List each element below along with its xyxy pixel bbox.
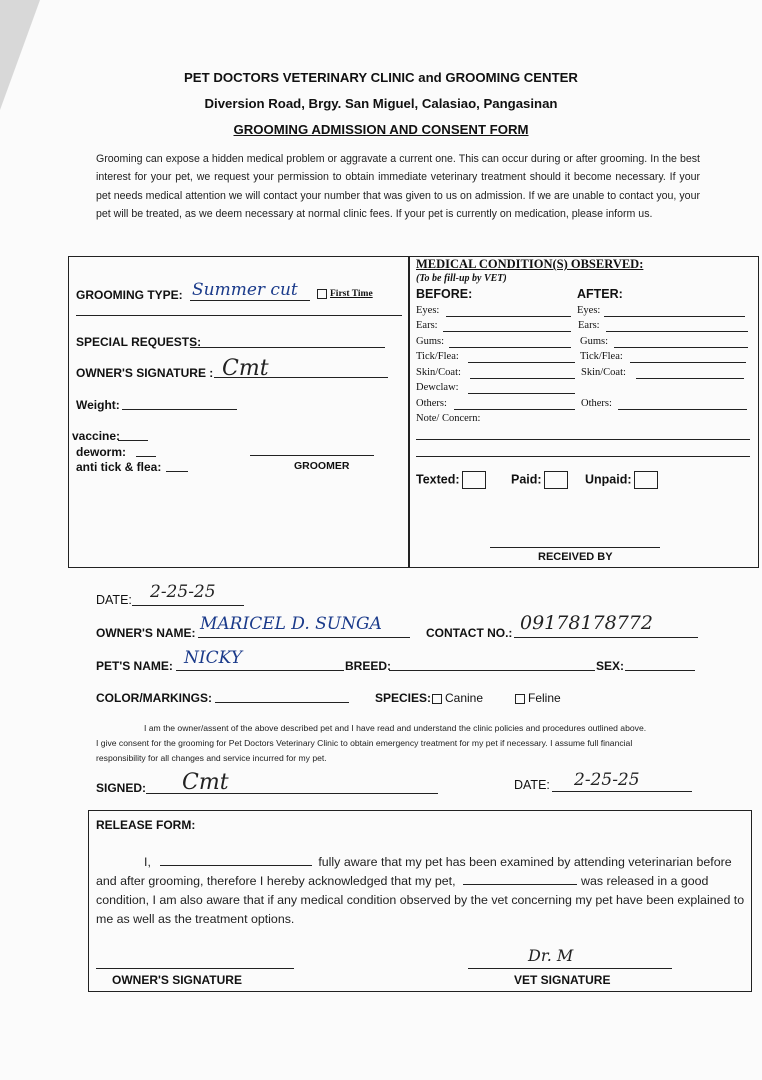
release-name-field[interactable] (160, 853, 312, 866)
before-ears-field[interactable] (443, 331, 571, 332)
owner-name-line (198, 637, 410, 638)
before-skin-label: Skin/Coat: (416, 367, 461, 378)
after-ears-label: Ears: (578, 320, 600, 331)
before-others-field[interactable] (454, 409, 575, 410)
note-line-1[interactable] (416, 439, 750, 440)
medical-panel (408, 256, 759, 568)
grooming-panel (68, 256, 410, 568)
after-eyes-label: Eyes: (577, 305, 601, 316)
note-line-2[interactable] (416, 456, 750, 457)
after-skin-field[interactable] (636, 378, 744, 379)
date2-label: DATE: (514, 778, 550, 792)
after-gums-label: Gums: (580, 336, 609, 347)
before-gums-field[interactable] (449, 347, 571, 348)
after-gums-field[interactable] (614, 347, 748, 348)
before-tick-field[interactable] (468, 362, 575, 363)
intro-paragraph: Grooming can expose a hidden medical problem or aggravate a current one. This can occur during or after grooming. In the best interest for your pet, we request your permission to obtain immediate veterinary treatment should it become necessary. If your pet needs medical attention we will contact your number that was given to us on admission. If we are unable to contact you, your pet will be treated, as we deem necessary at normal clinic fees. If your pet is currently on medication, please inform us. (96, 153, 700, 221)
vet-signature-value[interactable]: Dr. M (528, 946, 574, 965)
canine-label: Canine (445, 691, 484, 705)
after-others-field[interactable] (618, 409, 747, 410)
before-tick-label: Tick/Flea: (416, 351, 459, 362)
color-label: COLOR/MARKINGS: (96, 691, 212, 705)
contact-value[interactable]: 09178178772 (520, 612, 653, 634)
page-fold-corner (0, 0, 40, 110)
anti-tick-field[interactable] (166, 471, 188, 472)
owner-signature-value[interactable]: Cmt (222, 356, 269, 381)
sex-field[interactable] (625, 670, 695, 671)
consent-line-2: I give consent for the grooming for Pet Doctors Veterinary Clinic to obtain emergency treatment for my pet if necessary. I assume full financial (96, 738, 633, 748)
unpaid-box[interactable] (634, 471, 658, 489)
after-ears-field[interactable] (606, 331, 748, 332)
release-pet-field[interactable] (463, 872, 577, 885)
grooming-extra-line (76, 315, 402, 316)
signed-line (146, 793, 438, 794)
vet-signature-label: VET SIGNATURE (514, 973, 611, 987)
before-eyes-label: Eyes: (416, 305, 440, 316)
release-owner-signature-label: OWNER'S SIGNATURE (112, 973, 242, 987)
date-label: DATE: (96, 593, 132, 607)
weight-field[interactable] (122, 409, 237, 410)
after-label: AFTER: (577, 287, 623, 301)
anti-tick-label: anti tick & flea: (76, 460, 162, 474)
weight-label: Weight: (76, 398, 120, 412)
release-text-2: was released in a good condition, I am also aware that if any medical condition observed by the vet concerning my pet have been explained to me as well as the treatment options. (96, 874, 745, 926)
texted-label: Texted: (416, 472, 460, 487)
paid-box[interactable] (544, 471, 568, 489)
paid-checkbox[interactable] (511, 471, 568, 489)
date2-line (552, 791, 692, 792)
first-time-label: First Time (330, 289, 373, 300)
consent-line-3: responsibility for all changes and service incurred for my pet. (96, 753, 327, 763)
release-owner-signature-line[interactable] (96, 968, 294, 969)
owner-name-value[interactable]: MARICEL D. SUNGA (200, 614, 382, 634)
after-tick-field[interactable] (630, 362, 746, 363)
vaccine-field[interactable] (118, 440, 148, 441)
after-eyes-field[interactable] (604, 316, 745, 317)
clinic-address: Diversion Road, Brgy. San Miguel, Calasiao, Pangasinan (204, 96, 558, 111)
special-requests-label: SPECIAL REQUESTS: (76, 335, 202, 349)
before-dewclaw-label: Dewclaw: (416, 382, 459, 393)
after-others-label: Others: (581, 398, 612, 409)
texted-checkbox[interactable] (416, 471, 486, 489)
groomer-label: GROOMER (294, 460, 350, 472)
owner-name-label: OWNER'S NAME: (96, 626, 196, 640)
release-i: I, (144, 855, 151, 869)
color-field[interactable] (215, 702, 349, 703)
breed-field[interactable] (389, 670, 595, 671)
after-tick-label: Tick/Flea: (580, 351, 623, 362)
before-gums-label: Gums: (416, 336, 445, 347)
first-time-checkbox[interactable] (317, 289, 373, 299)
before-label: BEFORE: (416, 287, 473, 301)
grooming-type-label: GROOMING TYPE: (76, 288, 183, 302)
vaccine-label: vaccine: (72, 429, 121, 443)
feline-option[interactable] (515, 691, 561, 705)
unpaid-label: Unpaid: (585, 472, 632, 487)
received-by-line[interactable] (490, 547, 660, 548)
grooming-type-value[interactable]: Summer cut (192, 280, 298, 300)
breed-label: BREED: (345, 659, 392, 673)
feline-box[interactable] (515, 694, 525, 704)
vet-signature-line[interactable] (468, 968, 672, 969)
received-by-label: RECEIVED BY (538, 551, 613, 563)
release-paragraph (96, 853, 748, 929)
species-label: SPECIES: (375, 691, 432, 705)
pet-name-value[interactable]: NICKY (184, 648, 243, 668)
note-label: Note/ Concern: (416, 413, 481, 424)
first-time-box[interactable] (317, 289, 327, 299)
deworm-field[interactable] (136, 456, 156, 457)
after-skin-label: Skin/Coat: (581, 367, 626, 378)
date-value[interactable]: 2-25-25 (150, 582, 216, 602)
sex-label: SEX: (596, 659, 625, 673)
date-line (132, 605, 244, 606)
contact-line (514, 637, 698, 638)
feline-label: Feline (528, 691, 561, 705)
consent-line-1: I am the owner/assent of the above described pet and I have read and understand the clinic policies and procedures outlined above. (144, 723, 647, 733)
pet-name-line (176, 670, 344, 671)
before-eyes-field[interactable] (446, 316, 571, 317)
before-skin-field[interactable] (470, 378, 575, 379)
medical-title: MEDICAL CONDITION(S) OBSERVED: (416, 257, 644, 271)
deworm-label: deworm: (76, 445, 127, 459)
owner-signature-line (214, 377, 388, 378)
special-requests-field[interactable] (190, 347, 385, 348)
owner-signature-label: OWNER'S SIGNATURE : (76, 366, 214, 380)
signed-label: SIGNED: (96, 781, 147, 795)
before-ears-label: Ears: (416, 320, 438, 331)
canine-option[interactable] (432, 691, 483, 705)
signed-value[interactable]: Cmt (182, 770, 229, 795)
grooming-type-line (190, 300, 310, 301)
contact-label: CONTACT NO.: (426, 626, 513, 640)
release-text-1: fully aware that my pet has been examined by attending veterinarian before and after grooming, therefore I hereby acknowledged that my pet, (96, 855, 732, 888)
unpaid-checkbox[interactable] (585, 471, 658, 489)
before-dewclaw-field[interactable] (468, 393, 575, 394)
date2-value[interactable]: 2-25-25 (574, 770, 640, 790)
form-title: GROOMING ADMISSION AND CONSENT FORM (233, 122, 529, 137)
release-title: RELEASE FORM: (96, 818, 196, 832)
groomer-line[interactable] (250, 455, 374, 456)
pet-name-label: PET'S NAME: (96, 659, 173, 673)
canine-box[interactable] (432, 694, 442, 704)
medical-subtitle: (To be fill-up by VET) (416, 273, 507, 284)
texted-box[interactable] (462, 471, 486, 489)
before-others-label: Others: (416, 398, 447, 409)
paid-label: Paid: (511, 472, 542, 487)
clinic-name: PET DOCTORS VETERINARY CLINIC and GROOMING CENTER (184, 70, 578, 85)
